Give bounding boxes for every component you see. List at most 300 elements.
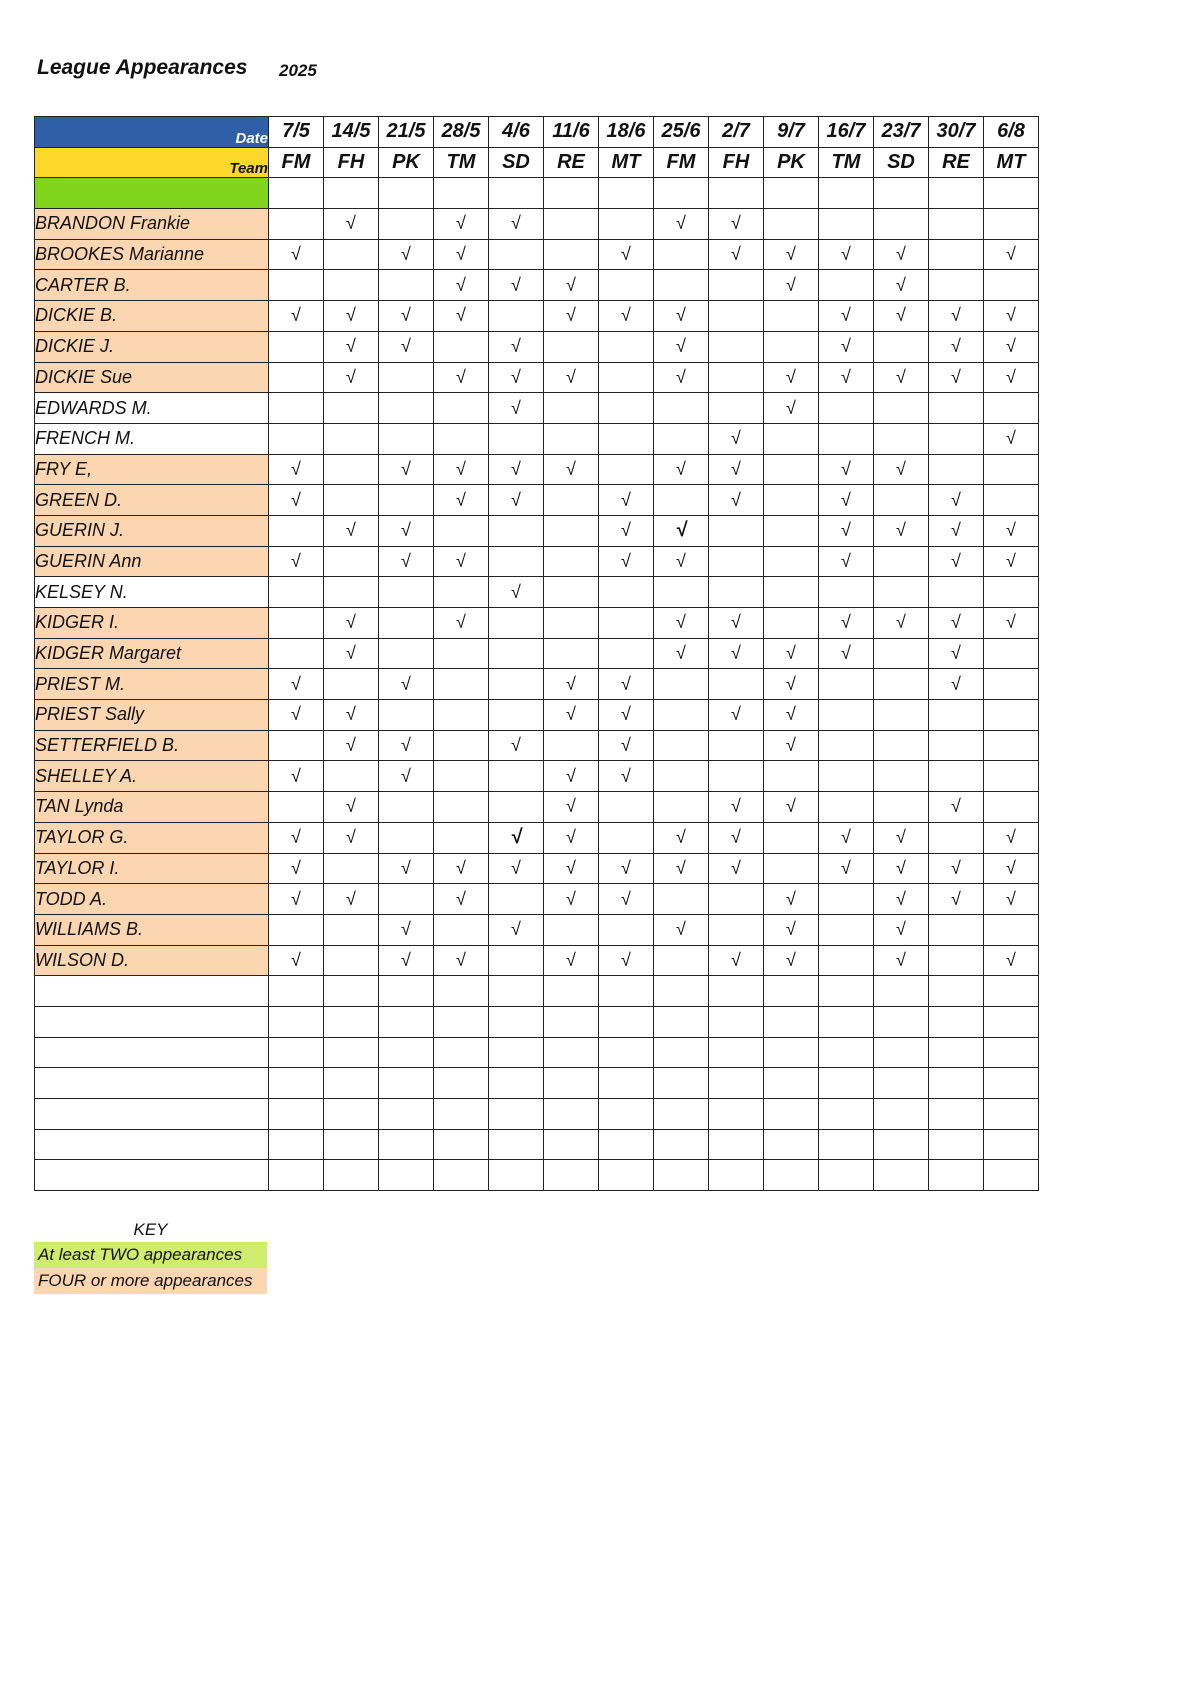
appearance-cell [929, 638, 984, 669]
tick-mark: √ [456, 458, 466, 479]
appearance-cell [764, 700, 819, 731]
appearance-cell [819, 239, 874, 270]
tick-mark: √ [676, 612, 686, 633]
appearance-cell [599, 331, 654, 362]
appearance-cell [269, 485, 324, 516]
tick-mark: √ [346, 612, 356, 633]
date-header-cell: 9/7 [764, 117, 819, 148]
appearance-cell [764, 884, 819, 915]
appearance-cell [929, 669, 984, 700]
appearance-cell [544, 761, 599, 792]
player-name: TAYLOR G. [35, 822, 269, 853]
appearance-cell [819, 761, 874, 792]
appearance-cell [324, 270, 379, 301]
appearance-cell [434, 884, 489, 915]
appearance-cell [984, 546, 1039, 577]
appearance-cell [709, 761, 764, 792]
player-name: SETTERFIELD B. [35, 730, 269, 761]
tick-mark: √ [1006, 827, 1016, 848]
appearance-cell [269, 638, 324, 669]
appearance-cell [489, 822, 544, 853]
tick-mark: √ [566, 949, 576, 970]
appearances-table-body [35, 117, 1039, 1191]
tick-mark: √ [951, 336, 961, 357]
appearance-cell [654, 792, 709, 823]
date-header-cell: 25/6 [654, 117, 709, 148]
tick-mark: √ [786, 366, 796, 387]
appearance-cell [874, 301, 929, 332]
appearance-cell [269, 761, 324, 792]
appearance-cell [269, 270, 324, 301]
empty-cell [599, 1129, 654, 1160]
appearance-cell [654, 331, 709, 362]
player-row [35, 393, 1039, 424]
player-name: DICKIE J. [35, 331, 269, 362]
empty-cell [764, 1160, 819, 1191]
tick-mark: √ [896, 305, 906, 326]
tick-mark: √ [731, 643, 741, 664]
player-row [35, 515, 1039, 546]
tick-mark: √ [566, 796, 576, 817]
tick-mark: √ [951, 366, 961, 387]
appearance-cell [269, 669, 324, 700]
appearance-cell [269, 331, 324, 362]
appearance-cell [874, 393, 929, 424]
appearance-cell [984, 423, 1039, 454]
appearance-cell [984, 577, 1039, 608]
appearance-cell [544, 454, 599, 485]
empty-cell [269, 1160, 324, 1191]
appearance-cell [379, 884, 434, 915]
empty-name-cell [35, 1099, 269, 1130]
empty-cell [324, 178, 379, 209]
appearance-cell [269, 301, 324, 332]
player-row [35, 608, 1039, 639]
tick-mark: √ [621, 765, 631, 786]
player-name: PRIEST Sally [35, 700, 269, 731]
tick-mark: √ [731, 949, 741, 970]
empty-cell [929, 1129, 984, 1160]
appearance-cell [819, 577, 874, 608]
player-name: TAN Lynda [35, 792, 269, 823]
tick-mark: √ [786, 397, 796, 418]
appearance-cell [599, 485, 654, 516]
appearance-cell [324, 515, 379, 546]
appearance-cell [654, 209, 709, 240]
empty-cell [819, 178, 874, 209]
appearance-cell [819, 945, 874, 976]
empty-cell [269, 178, 324, 209]
tick-mark: √ [346, 796, 356, 817]
appearance-cell [709, 700, 764, 731]
appearance-cell [599, 730, 654, 761]
appearance-cell [489, 423, 544, 454]
empty-cell [874, 1037, 929, 1068]
appearance-cell [489, 454, 544, 485]
empty-cell [379, 1037, 434, 1068]
appearance-cell [929, 608, 984, 639]
appearance-cell [379, 270, 434, 301]
team-header-cell: FH [324, 147, 379, 178]
tick-mark: √ [676, 305, 686, 326]
empty-name-cell [35, 976, 269, 1007]
appearance-cell [654, 884, 709, 915]
player-row [35, 546, 1039, 577]
appearance-cell [984, 515, 1039, 546]
appearance-cell [709, 884, 764, 915]
appearance-cell [654, 270, 709, 301]
tick-mark: √ [786, 274, 796, 295]
appearance-cell [764, 331, 819, 362]
empty-cell [764, 178, 819, 209]
tick-mark: √ [401, 244, 411, 265]
tick-mark: √ [346, 213, 356, 234]
tick-mark: √ [401, 949, 411, 970]
appearance-cell [544, 331, 599, 362]
appearance-cell [434, 945, 489, 976]
team-header-cell: FM [654, 147, 709, 178]
appearance-cell [434, 362, 489, 393]
tick-mark: √ [1006, 949, 1016, 970]
appearance-cell [654, 608, 709, 639]
appearance-cell [929, 945, 984, 976]
tick-mark: √ [786, 919, 796, 940]
appearance-cell [709, 485, 764, 516]
appearance-cell [984, 608, 1039, 639]
appearance-cell [379, 822, 434, 853]
tick-mark: √ [511, 489, 521, 510]
appearance-cell [489, 577, 544, 608]
date-header-cell: 4/6 [489, 117, 544, 148]
empty-cell [434, 1068, 489, 1099]
empty-cell [489, 1099, 544, 1130]
empty-name-cell [35, 1037, 269, 1068]
tick-mark: √ [456, 213, 466, 234]
appearance-cell [984, 301, 1039, 332]
tick-mark: √ [566, 366, 576, 387]
appearance-cell [764, 239, 819, 270]
empty-name-cell [35, 1160, 269, 1191]
empty-cell [269, 976, 324, 1007]
page-title: League Appearances [37, 56, 248, 79]
appearance-cell [654, 853, 709, 884]
team-row [35, 147, 1039, 178]
tick-mark: √ [951, 673, 961, 694]
tick-mark: √ [841, 520, 851, 541]
appearance-cell [654, 822, 709, 853]
tick-mark: √ [291, 305, 301, 326]
empty-cell [874, 1160, 929, 1191]
appearance-cell [324, 239, 379, 270]
tick-mark: √ [1006, 857, 1016, 878]
empty-cell [599, 1037, 654, 1068]
tick-mark: √ [456, 244, 466, 265]
empty-cell [929, 976, 984, 1007]
appearance-cell [764, 792, 819, 823]
appearance-cell [599, 423, 654, 454]
team-header-cell: MT [984, 147, 1039, 178]
empty-cell [874, 1006, 929, 1037]
appearance-cell [874, 362, 929, 393]
tick-mark: √ [511, 458, 521, 479]
appearance-cell [324, 393, 379, 424]
appearance-cell [764, 270, 819, 301]
tick-mark: √ [676, 213, 686, 234]
appearance-cell [654, 485, 709, 516]
tick-mark: √ [291, 244, 301, 265]
tick-mark: √ [841, 612, 851, 633]
tick-mark: √ [731, 612, 741, 633]
appearance-cell [324, 822, 379, 853]
empty-cell [764, 1006, 819, 1037]
appearance-cell [929, 270, 984, 301]
date-header-cell: 21/5 [379, 117, 434, 148]
empty-cell [654, 1099, 709, 1130]
empty-cell [599, 1068, 654, 1099]
empty-cell [434, 1160, 489, 1191]
empty-cell [929, 1037, 984, 1068]
empty-cell [709, 178, 764, 209]
appearance-cell [929, 209, 984, 240]
empty-cell [269, 1006, 324, 1037]
appearance-cell [379, 546, 434, 577]
appearance-cell [819, 730, 874, 761]
tick-mark: √ [676, 366, 686, 387]
tick-mark: √ [896, 888, 906, 909]
appearance-cell [599, 822, 654, 853]
appearance-cell [654, 362, 709, 393]
appearance-cell [324, 914, 379, 945]
appearance-cell [819, 914, 874, 945]
tick-mark: √ [621, 949, 631, 970]
appearance-cell [544, 853, 599, 884]
tick-mark: √ [511, 366, 521, 387]
appearance-cell [379, 515, 434, 546]
appearance-cell [269, 209, 324, 240]
tick-mark: √ [566, 458, 576, 479]
player-row [35, 914, 1039, 945]
tick-mark: √ [841, 550, 851, 571]
tick-mark: √ [1006, 428, 1016, 449]
empty-cell [764, 1068, 819, 1099]
tick-mark: √ [621, 305, 631, 326]
appearance-cell [489, 209, 544, 240]
appearance-cell [709, 669, 764, 700]
appearance-cell [269, 423, 324, 454]
appearance-cell [874, 485, 929, 516]
empty-cell [324, 1099, 379, 1130]
tick-mark: √ [291, 949, 301, 970]
tick-mark: √ [896, 244, 906, 265]
empty-row [35, 1160, 1039, 1191]
appearance-cell [874, 608, 929, 639]
appearance-cell [764, 485, 819, 516]
appearance-cell [874, 454, 929, 485]
appearance-cell [709, 577, 764, 608]
appearance-cell [324, 454, 379, 485]
tick-mark: √ [401, 919, 411, 940]
appearance-cell [544, 914, 599, 945]
appearance-cell [874, 853, 929, 884]
appearance-cell [599, 638, 654, 669]
appearance-cell [599, 577, 654, 608]
tick-mark: √ [841, 827, 851, 848]
appearance-cell [269, 853, 324, 884]
player-row [35, 792, 1039, 823]
appearance-cell [819, 700, 874, 731]
empty-cell [984, 1068, 1039, 1099]
tick-mark: √ [291, 550, 301, 571]
appearance-cell [379, 301, 434, 332]
appearance-cell [489, 331, 544, 362]
appearance-cell [654, 730, 709, 761]
appearance-cell [709, 393, 764, 424]
appearance-cell [489, 914, 544, 945]
appearance-cell [984, 454, 1039, 485]
appearance-cell [324, 792, 379, 823]
appearance-cell [764, 546, 819, 577]
appearance-cell [489, 239, 544, 270]
appearance-cell [269, 362, 324, 393]
empty-row [35, 976, 1039, 1007]
appearance-cell [764, 730, 819, 761]
appearance-cell [379, 608, 434, 639]
appearance-cell [324, 853, 379, 884]
appearance-cell [379, 638, 434, 669]
appearance-cell [269, 822, 324, 853]
appearance-cell [434, 853, 489, 884]
empty-cell [874, 1068, 929, 1099]
appearance-cell [984, 853, 1039, 884]
tick-mark: √ [1006, 520, 1016, 541]
player-row [35, 577, 1039, 608]
tick-mark: √ [621, 673, 631, 694]
appearance-cell [654, 945, 709, 976]
date-header-cell: 2/7 [709, 117, 764, 148]
team-header-cell: MT [599, 147, 654, 178]
appearance-cell [709, 546, 764, 577]
appearance-cell [874, 792, 929, 823]
appearance-cell [379, 423, 434, 454]
tick-mark: √ [401, 735, 411, 756]
empty-cell [984, 1099, 1039, 1130]
tick-mark: √ [346, 704, 356, 725]
tick-mark: √ [291, 673, 301, 694]
tick-mark: √ [731, 489, 741, 510]
empty-cell [709, 1068, 764, 1099]
appearance-cell [764, 945, 819, 976]
player-name: GUERIN Ann [35, 546, 269, 577]
player-row [35, 822, 1039, 853]
appearance-cell [819, 515, 874, 546]
appearance-cell [819, 822, 874, 853]
empty-cell [654, 1068, 709, 1099]
tick-mark: √ [621, 550, 631, 571]
player-name: TAYLOR I. [35, 853, 269, 884]
appearance-cell [379, 362, 434, 393]
appearance-cell [984, 792, 1039, 823]
empty-cell [379, 1160, 434, 1191]
appearance-cell [874, 884, 929, 915]
appearance-cell [599, 515, 654, 546]
appearance-cell [324, 669, 379, 700]
key-title: KEY [133, 1220, 168, 1239]
tick-mark: √ [456, 489, 466, 510]
appearance-cell [709, 822, 764, 853]
empty-cell [984, 1160, 1039, 1191]
appearance-cell [874, 730, 929, 761]
appearance-cell [874, 638, 929, 669]
key-legend [34, 1218, 267, 1294]
appearance-cell [709, 423, 764, 454]
appearance-cell [819, 792, 874, 823]
tick-mark: √ [456, 550, 466, 571]
tick-mark: √ [896, 458, 906, 479]
appearance-cell [819, 209, 874, 240]
date-header-cell: 14/5 [324, 117, 379, 148]
appearance-cell [269, 700, 324, 731]
empty-cell [599, 1006, 654, 1037]
tick-mark: √ [346, 305, 356, 326]
empty-cell [819, 1068, 874, 1099]
appearance-cell [324, 209, 379, 240]
appearance-cell [709, 454, 764, 485]
tick-mark: √ [1006, 305, 1016, 326]
appearance-cell [709, 515, 764, 546]
appearance-cell [929, 730, 984, 761]
empty-cell [544, 1099, 599, 1130]
appearance-cell [324, 362, 379, 393]
tick-mark: √ [621, 857, 631, 878]
appearance-cell [434, 485, 489, 516]
appearance-cell [709, 792, 764, 823]
empty-cell [379, 1129, 434, 1160]
appearance-cell [929, 546, 984, 577]
empty-row [35, 1099, 1039, 1130]
empty-cell [819, 1160, 874, 1191]
tick-mark: √ [621, 520, 631, 541]
empty-cell [544, 1160, 599, 1191]
appearance-cell [874, 914, 929, 945]
tick-mark: √ [951, 643, 961, 664]
appearance-cell [874, 515, 929, 546]
tick-mark: √ [896, 612, 906, 633]
empty-cell [599, 1160, 654, 1191]
date-header-cell: 30/7 [929, 117, 984, 148]
appearance-cell [984, 393, 1039, 424]
team-header-cell: RE [929, 147, 984, 178]
empty-cell [489, 1037, 544, 1068]
tick-mark: √ [621, 704, 631, 725]
appearance-cell [929, 331, 984, 362]
empty-cell [709, 1160, 764, 1191]
appearance-cell [984, 884, 1039, 915]
empty-cell [269, 1037, 324, 1068]
appearance-cell [874, 945, 929, 976]
appearance-cell [434, 331, 489, 362]
appearance-cell [929, 853, 984, 884]
appearance-cell [269, 608, 324, 639]
tick-mark: √ [566, 765, 576, 786]
date-header-cell: 23/7 [874, 117, 929, 148]
appearance-cell [874, 822, 929, 853]
tick-mark: √ [676, 643, 686, 664]
tick-mark: √ [401, 765, 411, 786]
appearance-cell [819, 454, 874, 485]
tick-mark: √ [566, 827, 576, 848]
empty-cell [544, 1037, 599, 1068]
appearance-cell [599, 914, 654, 945]
